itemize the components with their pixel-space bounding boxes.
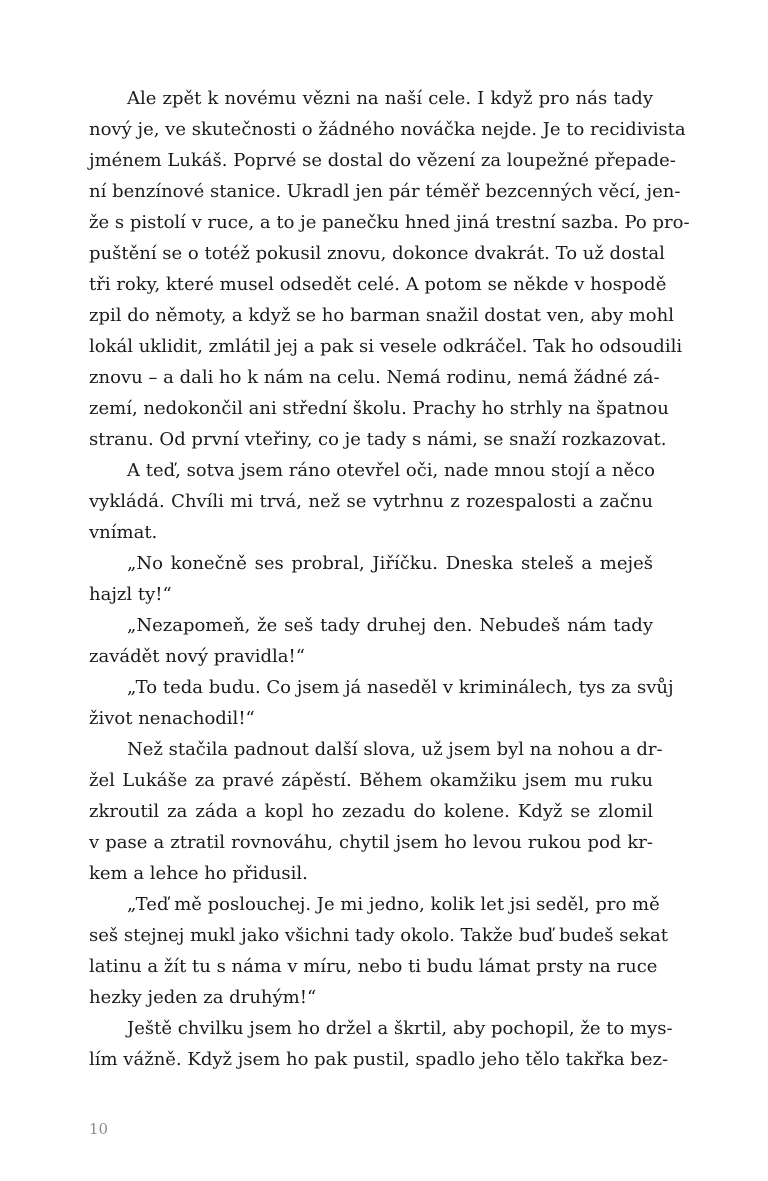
text-line: žel Lukáše za pravé zápěstí. Během okamžiku jsem mu ruku — [89, 770, 653, 791]
text-line: zavádět nový pravidla!“ — [89, 646, 305, 667]
text-line: stranu. Od první vteřiny, co je tady s námi, se snaží rozkazovat. — [89, 429, 667, 450]
text-line: zemí, nedokončil ani střední školu. Prachy ho strhly na špatnou — [89, 398, 669, 419]
text-line: lokál uklidit, zmlátil jej a pak si vesele odkráčel. Tak ho odsoudili — [89, 336, 683, 357]
text-line: „Teď mě poslouchej. Je mi jedno, kolik let jsi seděl, pro mě — [127, 894, 660, 915]
text-line: nový je, ve skutečnosti o žádného nováčka nejde. Je to recidivista — [89, 119, 686, 140]
text-line: hezky jeden za druhým!“ — [89, 987, 317, 1008]
text-line: v pase a ztratil rovnováhu, chytil jsem ho levou rukou pod kr- — [89, 832, 653, 853]
text-line: lím vážně. Když jsem ho pak pustil, spadlo jeho tělo takřka bez- — [89, 1049, 669, 1070]
text-line: ní benzínové stanice. Ukradl jen pár téměř bezcenných věcí, jen- — [89, 181, 681, 202]
text-line: seš stejnej mukl jako všichni tady okolo. Takže buď budeš sekat — [89, 925, 668, 946]
text-line: zkroutil za záda a kopl ho zezadu do kolene. Když se zlomil — [89, 801, 653, 822]
text-line: Ale zpět k novému vězni na naší cele. I když pro nás tady — [127, 88, 653, 109]
text-line: hajzl ty!“ — [89, 584, 172, 605]
text-line: kem a lehce ho přidusil. — [89, 863, 308, 884]
text-line: A teď, sotva jsem ráno otevřel oči, nade mnou stojí a něco — [127, 460, 656, 481]
text-line: že s pistolí v ruce, a to je panečku hned jiná trestní sazba. Po pro- — [89, 212, 690, 233]
text-line: puštění se o totéž pokusil znovu, dokonce dvakrát. To už dostal — [89, 243, 665, 264]
text-line: Ještě chvilku jsem ho držel a škrtil, aby pochopil, že to mys- — [127, 1018, 673, 1039]
text-line: znovu – a dali ho k nám na celu. Nemá rodinu, nemá žádné zá- — [89, 367, 660, 388]
text-line: tři roky, které musel odsedět celé. A potom se někde v hospodě — [89, 274, 667, 295]
text-line: vykládá. Chvíli mi trvá, než se vytrhnu z rozespalosti a začnu — [89, 491, 653, 512]
page-number: 10 — [89, 1120, 109, 1138]
text-line: zpil do němoty, a když se ho barman snažil dostat ven, aby mohl — [89, 305, 674, 326]
text-line: vnímat. — [89, 522, 158, 543]
body-text — [89, 83, 690, 1075]
text-line: latinu a žít tu s náma v míru, nebo ti budu lámat prsty na ruce — [89, 956, 658, 977]
text-line: jménem Lukáš. Poprvé se dostal do vězení za loupežné přepade- — [89, 150, 676, 171]
text-line: Než stačila padnout další slova, už jsem byl na nohou a dr- — [127, 739, 663, 760]
text-line: „No konečně ses probral, Jiříčku. Dneska steleš a meješ — [127, 553, 653, 574]
text-line: „Nezapomeň, že seš tady druhej den. Nebudeš nám tady — [127, 615, 653, 636]
text-line: „To teda budu. Co jsem já naseděl v kriminálech, tys za svůj — [127, 677, 674, 698]
text-line: život nenachodil!“ — [89, 708, 255, 729]
